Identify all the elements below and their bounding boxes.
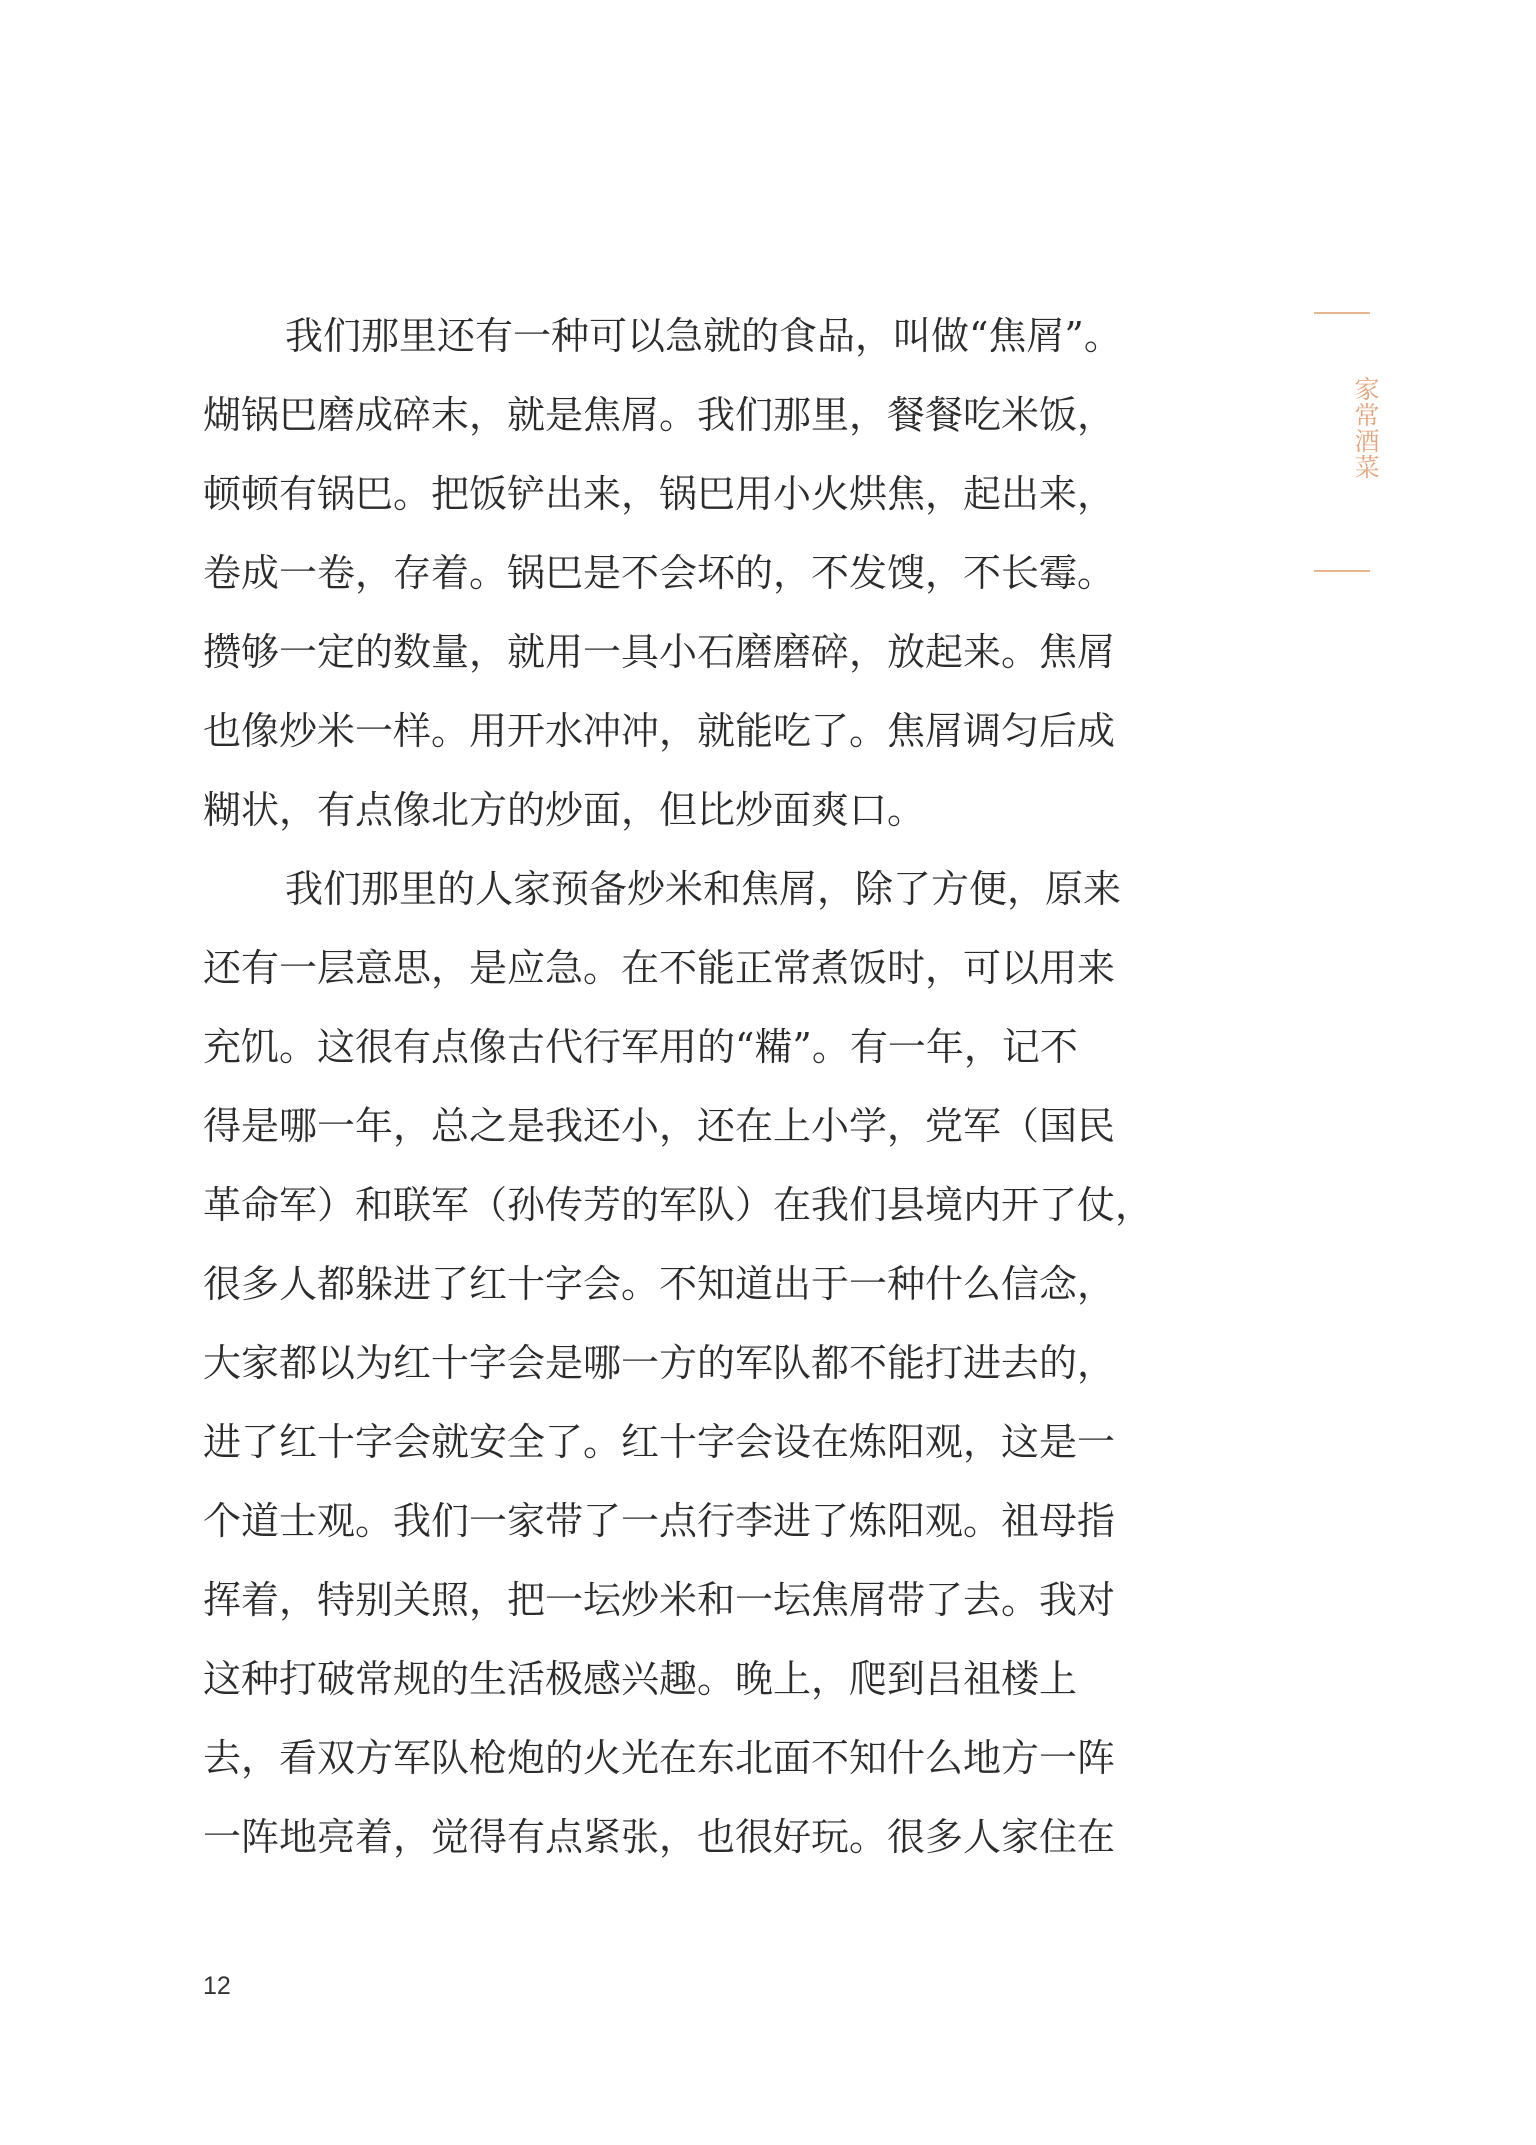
running-head: [1300, 312, 1380, 577]
text-line: 得是哪一年，总之是我还小，还在上小学，党军（国民: [203, 1104, 1116, 1148]
running-head-title-text: 家常酒菜: [1351, 376, 1380, 480]
text-line: 卷成一卷，存着。锅巴是不会坏的，不发馊，不长霉。: [203, 551, 1116, 595]
text-line: 个道士观。我们一家带了一点行李进了炼阳观。祖母指: [203, 1499, 1116, 1543]
running-head-title: [1300, 376, 1380, 480]
text-line: 还有一层意思，是应急。在不能正常煮饭时，可以用来: [203, 946, 1116, 990]
text-line: 这种打破常规的生活极感兴趣。晚上，爬到吕祖楼上: [203, 1657, 1078, 1701]
running-head-top-rule: [1314, 312, 1370, 314]
text-line: 去，看双方军队枪炮的火光在东北面不知什么地方一阵: [203, 1736, 1116, 1780]
running-head-bottom-rule: [1314, 570, 1370, 572]
text-line: 进了红十字会就安全了。红十字会设在炼阳观，这是一: [203, 1420, 1116, 1464]
text-line: 糊状，有点像北方的炒面，但比炒面爽口。: [203, 788, 926, 832]
text-line: 攒够一定的数量，就用一具小石磨磨碎，放起来。焦屑: [203, 630, 1116, 674]
text-line: 也像炒米一样。用开水冲冲，就能吃了。焦屑调匀后成: [203, 709, 1116, 753]
text-line: 我们那里的人家预备炒米和焦屑，除了方便，原来: [285, 867, 1122, 911]
text-line: 顿顿有锅巴。把饭铲出来，锅巴用小火烘焦，起出来，: [203, 472, 1116, 516]
text-line: 一阵地亮着，觉得有点紧张，也很好玩。很多人家住在: [203, 1815, 1116, 1859]
text-line: 煳锅巴磨成碎末，就是焦屑。我们那里，餐餐吃米饭，: [203, 393, 1116, 437]
body-text: [203, 297, 1168, 1877]
text-line: 挥着，特别关照，把一坛炒米和一坛焦屑带了去。我对: [203, 1578, 1116, 1622]
page-number: 12: [203, 1972, 231, 2000]
text-line: 很多人都躲进了红十字会。不知道出于一种什么信念，: [203, 1262, 1116, 1306]
text-line: 革命军）和联军（孙传芳的军队）在我们县境内开了仗，: [203, 1183, 1154, 1227]
text-line: 我们那里还有一种可以急就的食品，叫做“焦屑”。: [285, 314, 1122, 358]
text-line: 大家都以为红十字会是哪一方的军队都不能打进去的，: [203, 1341, 1116, 1385]
text-line: 充饥。这很有点像古代行军用的“糒”。有一年，记不: [203, 1025, 1078, 1069]
